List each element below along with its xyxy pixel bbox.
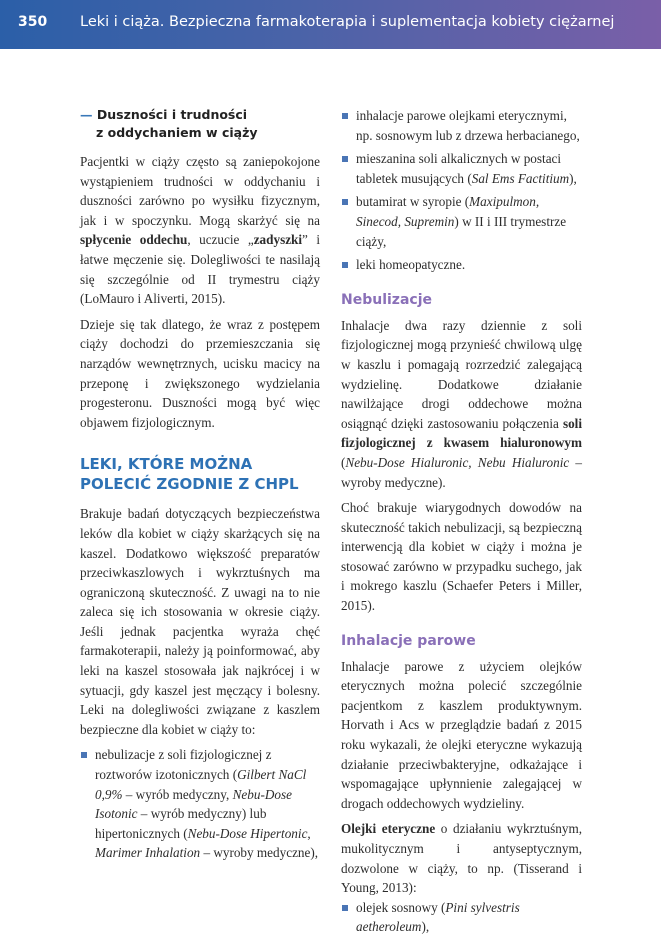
list-item: inhalacje parowe olejkami eterycznymi, np. sosnowym lub z drzewa herbacianego,	[341, 106, 582, 145]
list-item: olejek sosnowy (Pini sylvestris aetheroleum),	[341, 898, 582, 937]
section-heading-nebulization: Nebulizacje	[341, 291, 432, 308]
right-column	[341, 106, 582, 937]
paragraph-dyspnea: Pacjentki w ciąży często są zaniepokojone wystąpieniem trudności w oddychaniu i duszności zarówno po wysiłku fizycznym, jak i w spoczynku. Mogą skarżyć się na spłycenie oddechu, uczucie „zadyszki” i łatwe męczenie się. Dolegliwości te nasilają się szczególnie od II trymestru ciąży (LoMauro i Aliverti, 2015).	[80, 154, 321, 307]
paragraph-steam-inhalation: Inhalacje parowe z użyciem olejków eterycznych można polecić szczególnie pacjentkom z kaszlem produktywnym. Horvath i Acs w przeglądzie badań z 2015 roku wykazali, że olejki eteryczne wykazują działanie przeciwbakteryjne, odkażające i wspomagające upłynnienie zalegającej w drogach oddechowych wydzieliny.	[341, 658, 582, 811]
subheading-dash: —	[80, 107, 93, 122]
bullet-square-icon	[342, 156, 348, 162]
bullet-square-icon	[342, 262, 348, 268]
list-item: butamirat w syropie (Maxipulmon, Sinecod, Supremin) w II i III trymestrze ciąży,	[341, 192, 582, 251]
drug-list-right	[341, 106, 582, 275]
paragraph-cough-drugs: Brakuje badań dotyczących bezpieczeństwa leków dla kobiet w ciąży skarżących się na kaszel. Dodatkowo większość preparatów przeciwkaszlowych i wykrztuśnych ma ograniczoną skuteczność. Z uwagi na to nie zaleca się ich stosowania w okresie ciąży. Jeśli jednak pacjentka wyraża chęć farmakoterapii, należy ją poinformować, aby leki na kaszel stosowała jak najkrócej i w sytuacji, gdy kaszel jest męczący i bolesny. Leki na dolegliwości związane z kaszlem bezpieczne dla kobiet w ciąży to:	[80, 506, 320, 737]
subheading-breathing	[80, 106, 320, 142]
section-heading-drugs: LEKI, KTÓRE MOŻNA POLECIĆ ZGODNIE Z CHPL	[80, 455, 299, 494]
list-item: mieszanina soli alkalicznych w postaci tabletek musujących (Sal Ems Factitium),	[341, 149, 582, 188]
paragraph-physiology: Dzieje się tak dlatego, że wraz z postępem ciąży dochodzi do przemieszczania się narządów wewnętrznych, ucisku macicy na przeponę i zwiększonego wydzielania progesteronu. Duszności mogą być więc objawem fizjologicznym.	[80, 316, 320, 430]
subheading-line1: Duszności i trudności	[96, 107, 248, 122]
list-item: leki homeopatyczne.	[341, 255, 582, 275]
subheading-line2: z oddychaniem w ciąży	[96, 125, 258, 140]
section-heading-steam-inhalation: Inhalacje parowe	[341, 632, 476, 649]
running-title: Leki i ciąża. Bezpieczna farmakoterapia i suplementacja kobiety ciężarnej	[80, 14, 615, 30]
left-column	[80, 106, 320, 863]
paragraph-evidence: Choć brakuje wiarygodnych dowodów na skuteczność takich nebulizacji, są bezpieczną interwencją dla kobiet w ciąży i można je stosować zarówno w przypadku suchego, jak i mokrego kaszlu (Schaefer Peters i Miller, 2015).	[341, 500, 582, 614]
bullet-square-icon	[342, 113, 348, 119]
list-item: nebulizacje z soli fizjologicznej z roztworów izotonicznych (Gilbert NaCl 0,9% – wyrób medyczny, Nebu-Dose Isotonic – wyrób medyczny) lub hipertonicznych (Nebu-Dose Hipertonic, Marimer Inhalation – wyroby medyczne),	[80, 745, 320, 863]
page-header	[0, 0, 661, 49]
paragraph-essential-oils: Olejki eteryczne o działaniu wykrztuśnym, mukolitycznym i antyseptycznym, dozwolone w ciąży, to np. (Tisserand i Young, 2013):	[341, 821, 582, 896]
bullet-square-icon	[342, 905, 348, 911]
oil-list	[341, 898, 582, 937]
bullet-square-icon	[81, 752, 87, 758]
bullet-square-icon	[342, 199, 348, 205]
paragraph-nebulization: Inhalacje dwa razy dziennie z soli fizjologicznej mogą przynieść chwilową ulgę w kaszlu i pomagają rozrzedzić zalegającą wydzielinę. Dodatkowe działanie nawilżające drogi oddechowe można osiągnąć dzięki zastosowaniu połączenia soli fizjologicznej z kwasem hialuronowym (Nebu-Dose Hialuronic, Nebu Hialuronic – wyroby medyczne).	[341, 317, 582, 490]
page-number: 350	[18, 14, 48, 30]
drug-list-left	[80, 745, 320, 863]
